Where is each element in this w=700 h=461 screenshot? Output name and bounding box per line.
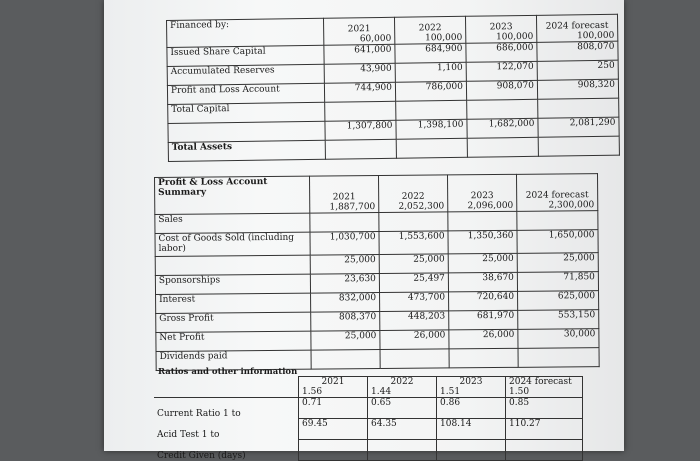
row-label: Current Ratio 1 to bbox=[157, 408, 241, 419]
value-cell: 108.14 bbox=[437, 419, 506, 440]
value-cell: 38,670 bbox=[448, 272, 517, 292]
value-cell: 30,000 bbox=[518, 329, 599, 349]
value-cell bbox=[517, 211, 598, 231]
row-label: Profit and Loss Account bbox=[167, 83, 324, 104]
value-cell: 122,070 bbox=[466, 61, 537, 81]
value-cell: 2024 forecast 1.50 bbox=[506, 377, 583, 398]
value-cell: 1,100 bbox=[395, 62, 466, 82]
table-row bbox=[154, 440, 583, 461]
value-cell: 2021 1.56 bbox=[299, 377, 368, 398]
value-cell: 2024 forecast 100,000 bbox=[536, 14, 617, 42]
section-title: Profit & Loss Account Summary bbox=[155, 176, 310, 214]
row-label bbox=[154, 377, 299, 398]
value-cell bbox=[396, 100, 467, 120]
value-cell: 808,370 bbox=[311, 312, 380, 332]
value-cell: 1,398,100 bbox=[396, 119, 467, 139]
value-cell bbox=[538, 98, 619, 118]
value-cell: 2022 100,000 bbox=[394, 16, 465, 44]
row-label: Total Capital bbox=[168, 102, 325, 123]
table-row bbox=[155, 174, 598, 215]
value-cell: 64.35 bbox=[368, 419, 437, 440]
value-cell bbox=[467, 137, 538, 157]
value-cell bbox=[325, 101, 396, 121]
value-cell: 553,150 bbox=[518, 310, 599, 330]
value-cell: 71,850 bbox=[517, 272, 598, 292]
value-cell: 1,553,600 bbox=[379, 231, 448, 255]
value-cell: 2023 2,096,000 bbox=[447, 174, 516, 212]
value-cell: 2021 1,887,700 bbox=[309, 176, 378, 214]
row-label bbox=[155, 255, 310, 275]
value-cell bbox=[506, 440, 583, 461]
value-cell: 681,970 bbox=[449, 310, 518, 330]
row-label bbox=[168, 121, 325, 142]
value-cell bbox=[449, 348, 518, 368]
value-cell bbox=[325, 139, 396, 159]
value-cell: 686,000 bbox=[466, 42, 537, 62]
profit-loss-table bbox=[154, 173, 600, 371]
value-cell bbox=[311, 350, 380, 370]
value-cell: 25,497 bbox=[379, 273, 448, 293]
value-cell: 1,650,000 bbox=[517, 230, 598, 254]
ratios-table bbox=[154, 376, 583, 461]
row-label: Total Assets bbox=[168, 140, 325, 161]
value-cell: 448,203 bbox=[380, 311, 449, 331]
value-cell: 908,070 bbox=[466, 80, 537, 100]
value-cell bbox=[299, 440, 368, 461]
value-cell: 250 bbox=[537, 60, 618, 80]
value-cell bbox=[467, 99, 538, 119]
value-cell: 1,350,360 bbox=[448, 230, 517, 254]
row-label: Cost of Goods Sold (including labor) bbox=[155, 232, 310, 256]
row-label: Accumulated Reserves bbox=[167, 64, 324, 85]
value-cell bbox=[396, 138, 467, 158]
value-cell: 2023 1.51 bbox=[437, 377, 506, 398]
value-cell: 0.85 bbox=[506, 398, 583, 419]
value-cell: 2022 1.44 bbox=[368, 377, 437, 398]
table-row bbox=[154, 398, 583, 419]
row-label: Dividends paid bbox=[156, 350, 311, 370]
value-cell: 744,900 bbox=[324, 82, 395, 102]
value-cell: 1,030,700 bbox=[310, 232, 379, 256]
value-cell: 808,070 bbox=[537, 41, 618, 61]
value-cell: 2023 100,000 bbox=[465, 15, 536, 43]
value-cell bbox=[448, 211, 517, 231]
value-cell bbox=[538, 136, 619, 156]
value-cell bbox=[379, 212, 448, 232]
row-label: Financed by: bbox=[167, 18, 324, 47]
value-cell: 473,700 bbox=[380, 292, 449, 312]
value-cell: 23,630 bbox=[310, 274, 379, 294]
value-cell: 0.71 bbox=[299, 398, 368, 419]
row-label: Credit Given (days) bbox=[157, 450, 246, 461]
value-cell: 720,640 bbox=[449, 291, 518, 311]
value-cell: 908,320 bbox=[537, 79, 618, 99]
value-cell bbox=[518, 348, 599, 368]
value-cell: 625,000 bbox=[518, 291, 599, 311]
value-cell: 832,000 bbox=[311, 293, 380, 313]
value-cell: 25,000 bbox=[448, 253, 517, 273]
value-cell: 1,307,800 bbox=[325, 120, 396, 140]
value-cell: 1,682,000 bbox=[467, 118, 538, 138]
row-label: Sponsorships bbox=[155, 274, 310, 294]
row-label: Net Profit bbox=[156, 331, 311, 351]
value-cell: 2024 forecast 2,300,000 bbox=[516, 174, 597, 212]
financing-table bbox=[166, 14, 620, 162]
value-cell: 641,000 bbox=[324, 44, 395, 64]
value-cell: 25,000 bbox=[379, 254, 448, 274]
row-label: Acid Test 1 to bbox=[157, 429, 220, 440]
row-label: Sales bbox=[155, 213, 310, 233]
value-cell bbox=[310, 213, 379, 233]
row-label: Interest bbox=[156, 293, 311, 313]
value-cell bbox=[380, 349, 449, 369]
value-cell: 0.65 bbox=[368, 398, 437, 419]
value-cell bbox=[368, 440, 437, 461]
value-cell: 2,081,290 bbox=[538, 117, 619, 137]
value-cell: 26,000 bbox=[449, 329, 518, 349]
value-cell: 0.86 bbox=[437, 398, 506, 419]
value-cell: 2021 60,000 bbox=[323, 17, 394, 45]
value-cell: 26,000 bbox=[380, 330, 449, 350]
row-label: Issued Share Capital bbox=[167, 45, 324, 66]
value-cell: 25,000 bbox=[311, 331, 380, 351]
value-cell: 2022 2,052,300 bbox=[378, 175, 447, 213]
value-cell: 43,900 bbox=[324, 63, 395, 83]
value-cell: 786,000 bbox=[395, 81, 466, 101]
value-cell: 25,000 bbox=[310, 255, 379, 275]
table-row bbox=[154, 377, 583, 398]
value-cell: 25,000 bbox=[517, 253, 598, 273]
value-cell: 110.27 bbox=[506, 419, 583, 440]
row-label: Gross Profit bbox=[156, 312, 311, 332]
section-title: Ratios and other information bbox=[158, 367, 298, 377]
value-cell bbox=[437, 440, 506, 461]
value-cell: 684,900 bbox=[395, 43, 466, 63]
table-row bbox=[154, 419, 583, 440]
value-cell: 69.45 bbox=[299, 419, 368, 440]
